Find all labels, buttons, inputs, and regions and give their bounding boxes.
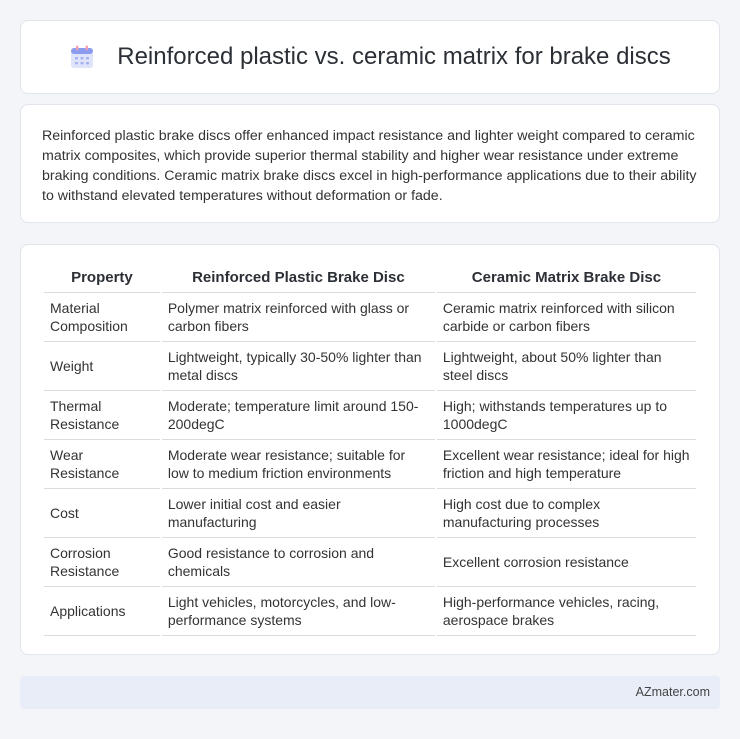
property-cell: Applications <box>44 587 160 636</box>
comparison-table-card <box>20 244 720 655</box>
table-header-row <box>44 263 696 293</box>
reinforced-plastic-cell: Moderate; temperature limit around 150-200degC <box>162 391 435 440</box>
calendar-icon <box>69 44 95 70</box>
intro-paragraph: Reinforced plastic brake discs offer enhanced impact resistance and lighter weight compared to ceramic matrix composites, which provide superior thermal stability and higher wear resistance under extreme braking conditions. Ceramic matrix brake discs excel in high-performance applications due to their ability to withstand elevated temperatures without deformation or fade. <box>42 128 697 204</box>
column-header-reinforced-plastic: Reinforced Plastic Brake Disc <box>162 263 435 293</box>
intro-card <box>20 104 720 223</box>
ceramic-matrix-cell: High; withstands temperatures up to 1000degC <box>437 391 696 440</box>
table-row <box>44 293 696 342</box>
table-row <box>44 391 696 440</box>
table-row <box>44 342 696 391</box>
property-cell: Corrosion Resistance <box>44 538 160 587</box>
reinforced-plastic-cell: Moderate wear resistance; suitable for low to medium friction environments <box>162 440 435 489</box>
column-header-property: Property <box>44 263 160 293</box>
column-header-ceramic-matrix: Ceramic Matrix Brake Disc <box>437 263 696 293</box>
reinforced-plastic-cell: Polymer matrix reinforced with glass or carbon fibers <box>162 293 435 342</box>
site-credit: AZmater.com <box>635 685 710 699</box>
property-cell: Material Composition <box>44 293 160 342</box>
reinforced-plastic-cell: Lightweight, typically 30-50% lighter than metal discs <box>162 342 435 391</box>
table-row <box>44 587 696 636</box>
property-cell: Thermal Resistance <box>44 391 160 440</box>
title-card <box>20 20 720 94</box>
footer-bar <box>20 676 720 709</box>
ceramic-matrix-cell: High cost due to complex manufacturing processes <box>437 489 696 538</box>
property-cell: Wear Resistance <box>44 440 160 489</box>
table-row <box>44 489 696 538</box>
reinforced-plastic-cell: Light vehicles, motorcycles, and low-performance systems <box>162 587 435 636</box>
ceramic-matrix-cell: Lightweight, about 50% lighter than steel discs <box>437 342 696 391</box>
ceramic-matrix-cell: Ceramic matrix reinforced with silicon carbide or carbon fibers <box>437 293 696 342</box>
ceramic-matrix-cell: Excellent corrosion resistance <box>437 538 696 587</box>
ceramic-matrix-cell: Excellent wear resistance; ideal for high friction and high temperature <box>437 440 696 489</box>
ceramic-matrix-cell: High-performance vehicles, racing, aerospace brakes <box>437 587 696 636</box>
reinforced-plastic-cell: Lower initial cost and easier manufacturing <box>162 489 435 538</box>
property-cell: Cost <box>44 489 160 538</box>
page-title: Reinforced plastic vs. ceramic matrix for brake discs <box>117 43 671 70</box>
comparison-table <box>42 263 698 636</box>
property-cell: Weight <box>44 342 160 391</box>
table-row <box>44 440 696 489</box>
table-row <box>44 538 696 587</box>
reinforced-plastic-cell: Good resistance to corrosion and chemicals <box>162 538 435 587</box>
